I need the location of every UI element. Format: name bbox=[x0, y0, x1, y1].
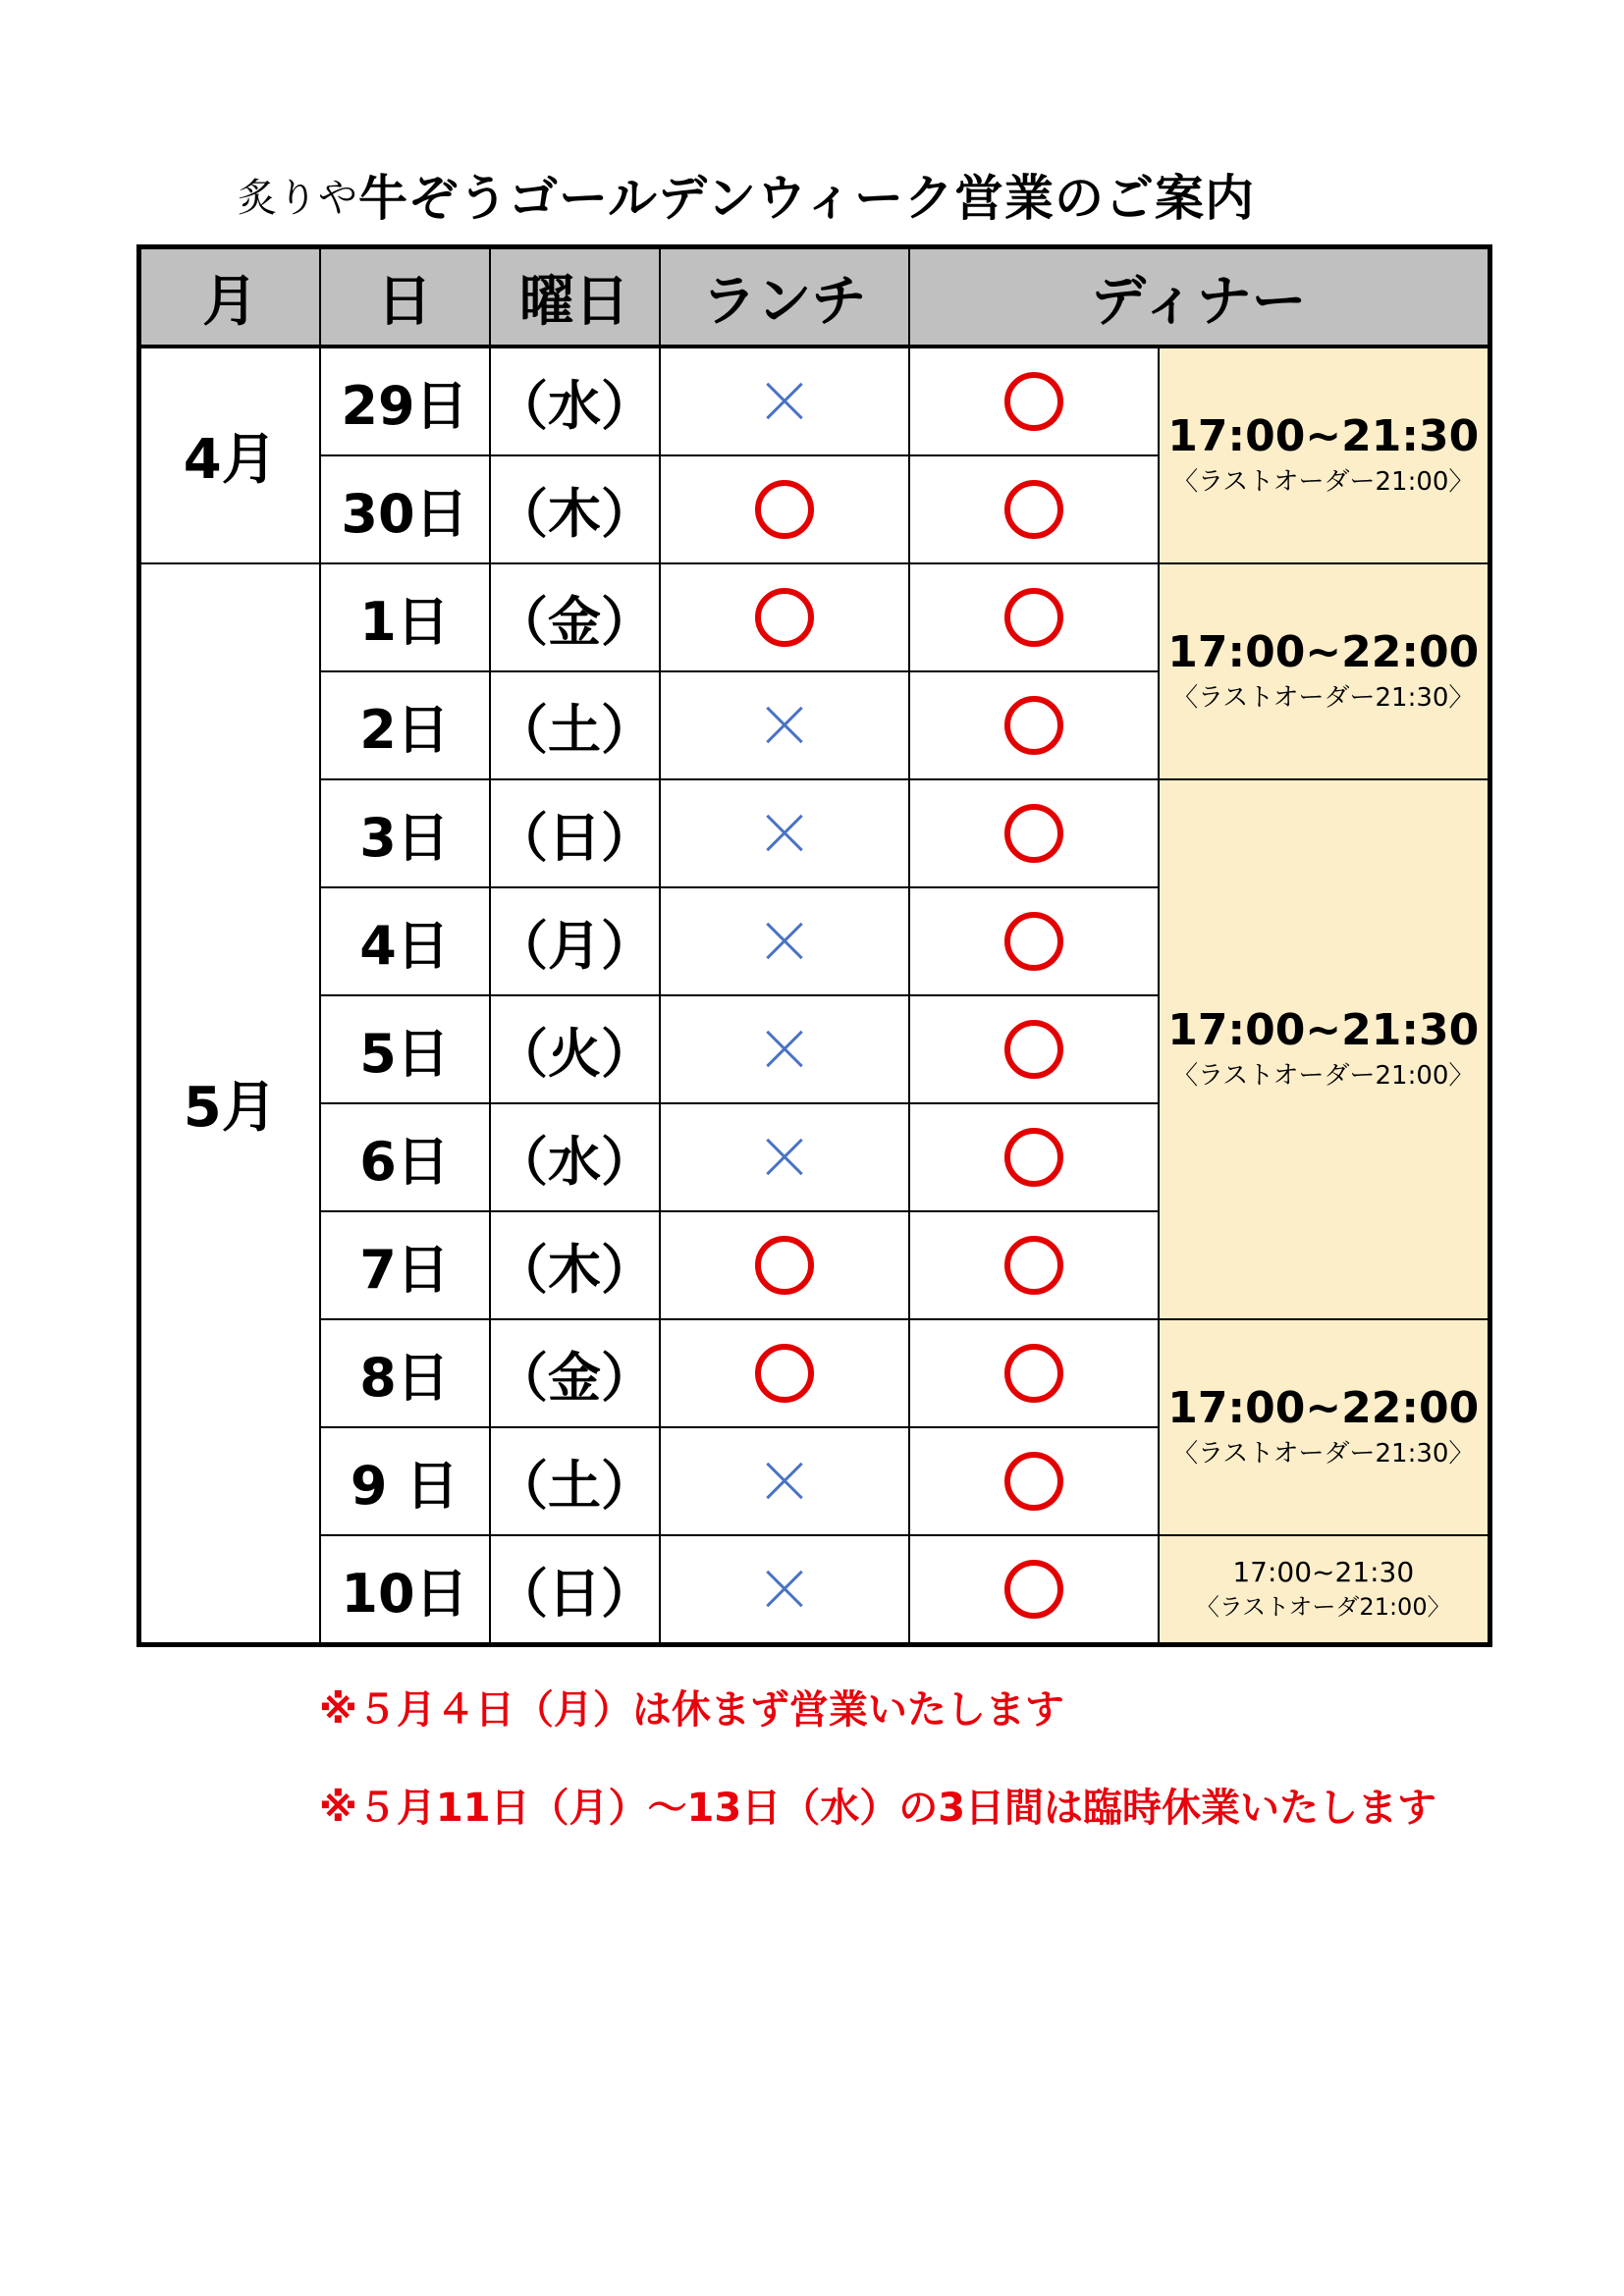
lunch-closed-cross-icon bbox=[763, 704, 806, 747]
header-lunch: ランチ bbox=[660, 247, 909, 347]
lunch-cell bbox=[660, 455, 909, 563]
dinner-open-circle-icon bbox=[1004, 912, 1063, 971]
dinner-cell bbox=[909, 779, 1159, 887]
dinner-cell bbox=[909, 671, 1159, 779]
hours-time: 17:00~22:00 bbox=[1167, 627, 1480, 677]
dinner-cell bbox=[909, 1427, 1159, 1535]
dinner-hours-cell bbox=[1159, 347, 1490, 563]
dinner-cell bbox=[909, 1319, 1159, 1427]
day-cell: 9 日 bbox=[320, 1427, 490, 1535]
lunch-cell bbox=[660, 779, 909, 887]
title-text: 牛ぞうゴールデンウィーク営業のご案内 bbox=[358, 170, 1255, 227]
header-dow: 曜日 bbox=[490, 247, 660, 347]
lunch-closed-cross-icon bbox=[763, 1460, 806, 1503]
table-row bbox=[139, 1319, 1490, 1427]
note-open-may-4: ※５月４日（月）は休まず営業いたします bbox=[319, 1687, 1064, 1733]
hours-last-order: 〈ラストオーダー21:30〉 bbox=[1172, 1439, 1475, 1468]
header-row bbox=[139, 247, 1490, 347]
dinner-open-circle-icon bbox=[1004, 588, 1063, 647]
lunch-cell bbox=[660, 1103, 909, 1211]
day-cell: 5日 bbox=[320, 995, 490, 1103]
hours-time: 17:00~22:00 bbox=[1167, 1383, 1480, 1433]
dow-cell: （日） bbox=[490, 779, 660, 887]
dinner-hours-cell bbox=[1159, 563, 1490, 779]
day-cell: 6日 bbox=[320, 1103, 490, 1211]
dinner-hours-cell bbox=[1159, 1535, 1490, 1645]
day-cell: 29日 bbox=[320, 347, 490, 455]
title-brand: 炙りや bbox=[238, 175, 358, 221]
page-title bbox=[137, 155, 1355, 234]
dinner-open-circle-icon bbox=[1004, 1020, 1063, 1079]
header-dinner: ディナー bbox=[909, 247, 1490, 347]
dinner-hours-cell bbox=[1159, 1319, 1490, 1535]
lunch-cell bbox=[660, 1427, 909, 1535]
lunch-closed-cross-icon bbox=[763, 380, 806, 423]
lunch-open-circle-icon bbox=[755, 480, 814, 539]
lunch-cell bbox=[660, 1211, 909, 1319]
header-month: 月 bbox=[139, 247, 320, 347]
dow-cell: （日） bbox=[490, 1535, 660, 1645]
dow-cell: （金） bbox=[490, 563, 660, 671]
dow-cell: （土） bbox=[490, 1427, 660, 1535]
day-cell: 1日 bbox=[320, 563, 490, 671]
lunch-closed-cross-icon bbox=[763, 1136, 806, 1179]
dinner-hours-cell bbox=[1159, 779, 1490, 1319]
dow-cell: （金） bbox=[490, 1319, 660, 1427]
lunch-cell bbox=[660, 671, 909, 779]
dinner-open-circle-icon bbox=[1004, 1344, 1063, 1403]
lunch-cell bbox=[660, 995, 909, 1103]
lunch-open-circle-icon bbox=[755, 1236, 814, 1295]
day-cell: 4日 bbox=[320, 887, 490, 995]
dinner-open-circle-icon bbox=[1004, 372, 1063, 431]
header-day: 日 bbox=[320, 247, 490, 347]
lunch-open-circle-icon bbox=[755, 588, 814, 647]
lunch-closed-cross-icon bbox=[763, 1568, 806, 1611]
month-cell-april: 4月 bbox=[139, 347, 320, 563]
lunch-closed-cross-icon bbox=[763, 920, 806, 963]
dinner-cell bbox=[909, 1535, 1159, 1645]
schedule-table bbox=[136, 244, 1492, 1647]
day-cell: 10日 bbox=[320, 1535, 490, 1645]
dinner-cell bbox=[909, 887, 1159, 995]
dow-cell: （月） bbox=[490, 887, 660, 995]
hours-time: 17:00~21:30 bbox=[1167, 411, 1480, 461]
hours-last-order: 〈ラストオーダー21:00〉 bbox=[1172, 1061, 1475, 1091]
hours-last-order: 〈ラストオーダー21:00〉 bbox=[1172, 467, 1475, 497]
dinner-open-circle-icon bbox=[1004, 1560, 1063, 1619]
lunch-cell bbox=[660, 1535, 909, 1645]
dinner-cell bbox=[909, 1103, 1159, 1211]
lunch-closed-cross-icon bbox=[763, 812, 806, 855]
dow-cell: （木） bbox=[490, 1211, 660, 1319]
hours-time: 17:00~21:30 bbox=[1167, 1005, 1480, 1055]
table-row bbox=[139, 1535, 1490, 1645]
month-cell-may: 5月 bbox=[139, 563, 320, 1645]
table-row bbox=[139, 347, 1490, 455]
dinner-cell bbox=[909, 347, 1159, 455]
day-cell: 2日 bbox=[320, 671, 490, 779]
hours-last-order: 〈ラストオーダー21:30〉 bbox=[1172, 683, 1475, 713]
dinner-open-circle-icon bbox=[1004, 804, 1063, 863]
hours-last-order: 〈ラストオーダ21:00〉 bbox=[1195, 1592, 1451, 1621]
day-cell: 8日 bbox=[320, 1319, 490, 1427]
dinner-cell bbox=[909, 455, 1159, 563]
day-cell: 30日 bbox=[320, 455, 490, 563]
dow-cell: （土） bbox=[490, 671, 660, 779]
note-closed-may-11-13: ※５月11日（月）～13日（水）の3日間は臨時休業いたします bbox=[319, 1786, 1437, 1831]
lunch-cell bbox=[660, 563, 909, 671]
dinner-open-circle-icon bbox=[1004, 1452, 1063, 1511]
dinner-open-circle-icon bbox=[1004, 480, 1063, 539]
dinner-cell bbox=[909, 1211, 1159, 1319]
dinner-cell bbox=[909, 563, 1159, 671]
lunch-cell bbox=[660, 1319, 909, 1427]
hours-time: 17:00~21:30 bbox=[1232, 1555, 1415, 1588]
day-cell: 3日 bbox=[320, 779, 490, 887]
day-cell: 7日 bbox=[320, 1211, 490, 1319]
lunch-closed-cross-icon bbox=[763, 1028, 806, 1071]
lunch-open-circle-icon bbox=[755, 1344, 814, 1403]
table-row bbox=[139, 563, 1490, 671]
dow-cell: （水） bbox=[490, 1103, 660, 1211]
dinner-cell bbox=[909, 995, 1159, 1103]
dow-cell: （水） bbox=[490, 347, 660, 455]
dinner-open-circle-icon bbox=[1004, 1236, 1063, 1295]
table-row bbox=[139, 779, 1490, 887]
dow-cell: （木） bbox=[490, 455, 660, 563]
dinner-open-circle-icon bbox=[1004, 1128, 1063, 1187]
dinner-open-circle-icon bbox=[1004, 696, 1063, 755]
lunch-cell bbox=[660, 887, 909, 995]
dow-cell: （火） bbox=[490, 995, 660, 1103]
lunch-cell bbox=[660, 347, 909, 455]
